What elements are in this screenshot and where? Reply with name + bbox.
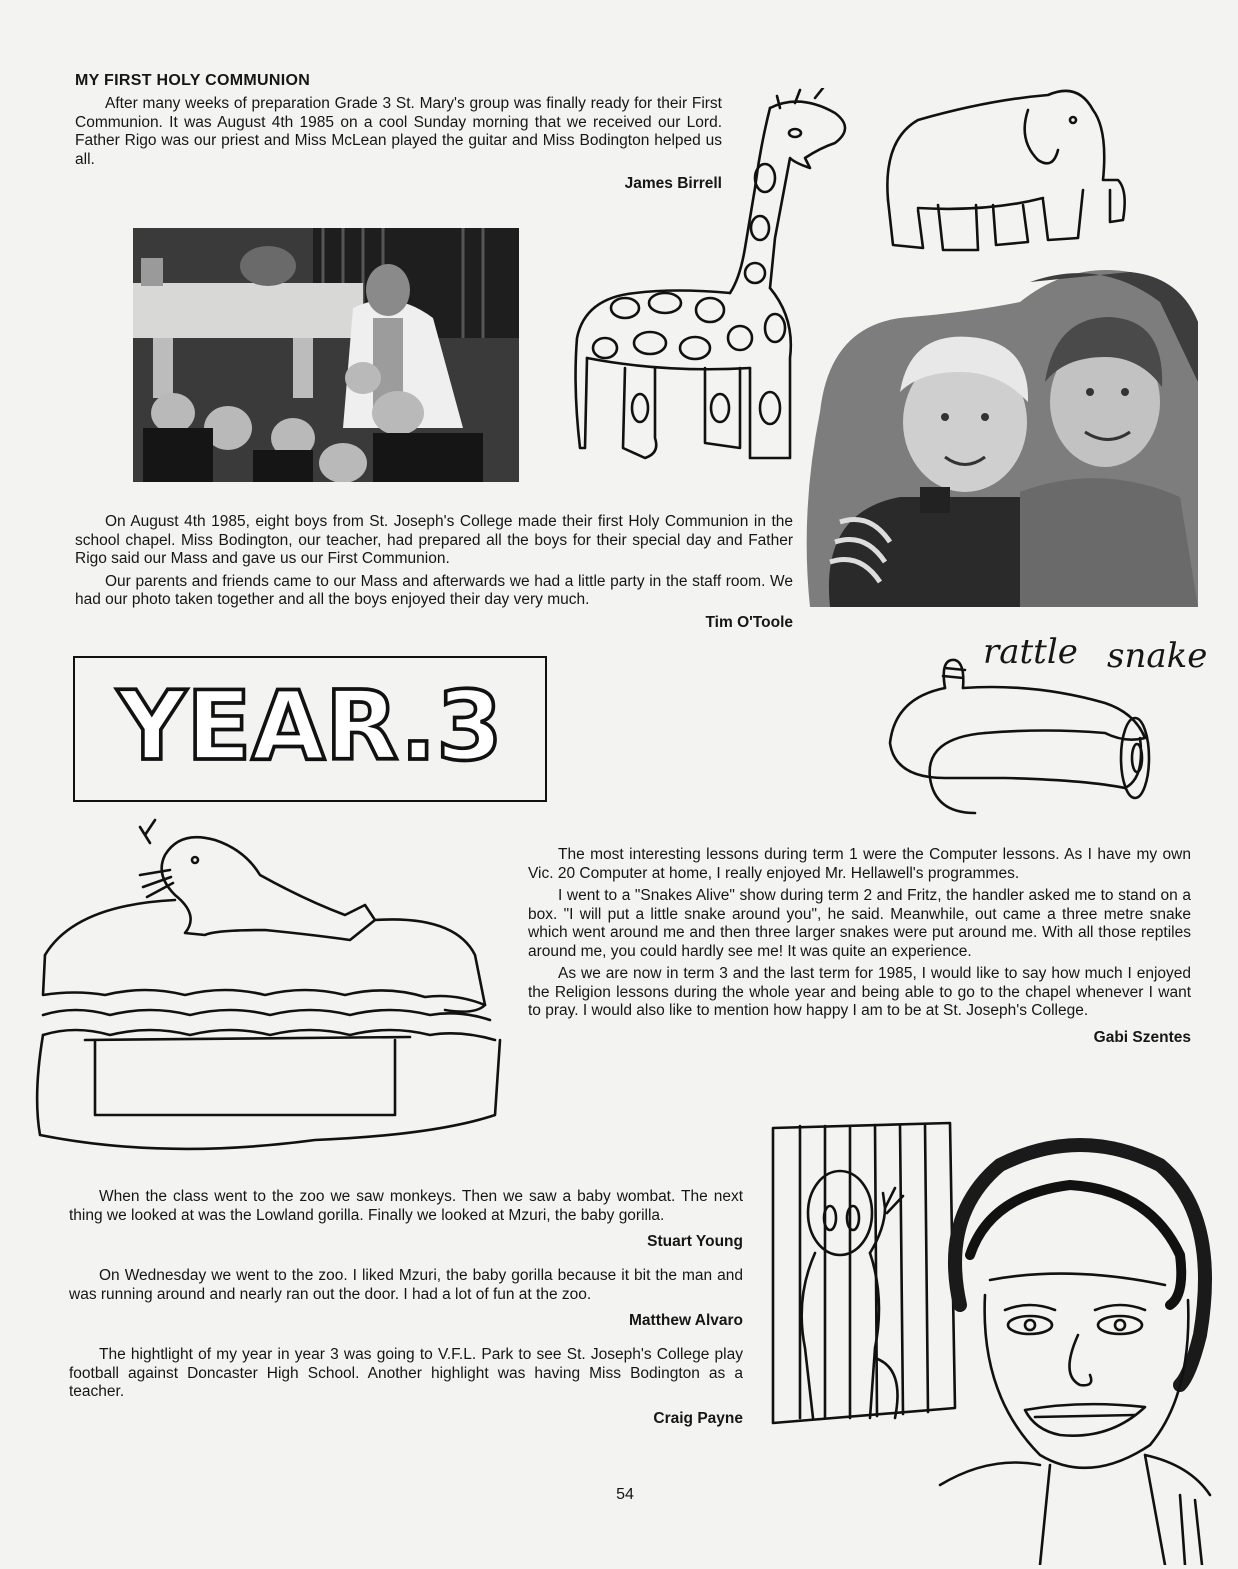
gabi-article <box>528 846 1191 1047</box>
drawing-label: rattle <box>983 632 1078 672</box>
chapel-photo-image <box>133 228 519 482</box>
year-banner <box>73 656 547 802</box>
paragraph: As we are now in term 3 and the last term for 1985, I would like to say how much I enjoyed the Religion lessons during the whole year and being able to go to the chapel whenever I want to pray. I would also like to mention how happy I am to be at St. Joseph's College. <box>528 965 1191 1019</box>
author-name: Craig Payne <box>653 1409 743 1427</box>
communion-article-continued <box>75 513 793 632</box>
drawing-label: snake <box>1107 636 1208 676</box>
rattlesnake-drawing-image <box>885 628 1195 823</box>
article-body <box>69 1267 743 1304</box>
teacher-portrait-drawing <box>930 1135 1220 1565</box>
article-body <box>69 1346 743 1402</box>
year-banner-lettering <box>80 664 540 794</box>
boys-photo-image <box>800 262 1200 612</box>
paragraph: After many weeks of preparation Grade 3 St. Mary's group was finally ready for their First Communion. It was August 4th 1985 on a cool Sunday morning that we received our Lord. Father Rigo was our priest and Miss McLean played the guitar and Miss Bodington helped us all. <box>75 95 722 168</box>
elephant-drawing <box>878 80 1163 275</box>
author-name: Tim O'Toole <box>705 613 793 631</box>
author-name: Matthew Alvaro <box>629 1312 743 1329</box>
article-body <box>69 1188 743 1225</box>
teacher-portrait-drawing-image <box>930 1135 1220 1565</box>
paragraph: On August 4th 1985, eight boys from St. Joseph's College made their first Holy Communion in the school chapel. Miss Bodington, our teacher, had prepared all the boys for their special day and Father Rigo said our Mass and gave us our First Communion. <box>75 513 793 567</box>
paragraph: I went to a "Snakes Alive" show during term 2 and Fritz, the handler asked me to stand on a box. "I will put a little snake around you", he said. Meanwhile, out came a three metre snake which went around me and then three larger snakes were put around me. With all those reptiles around me, you could hardly see me! It was quite an experience. <box>528 887 1191 960</box>
article-title: MY FIRST HOLY COMMUNION <box>75 72 311 89</box>
year-banner-text: YEAR.3 <box>117 672 503 783</box>
paragraph: On Wednesday we went to the zoo. I liked Mzuri, the baby gorilla because it bit the man and was running around and nearly ran out the door. I had a lot of fun at the zoo. <box>69 1267 743 1303</box>
rattlesnake-drawing <box>885 628 1208 823</box>
paragraph: The hightlight of my year in year 3 was going to V.F.L. Park to see St. Joseph's College play football against Doncaster High School. Another highlight was having Miss Bodington as a teacher. <box>69 1346 743 1400</box>
zoo-articles <box>69 1188 743 1428</box>
paragraph: The most interesting lessons during term 1 were the Computer lessons. As I have my own Vic. 20 Computer at home, I really enjoyed Mr. Hellawell's programmes. <box>528 846 1191 882</box>
seal-drawing <box>15 815 515 1160</box>
article-body <box>528 846 1191 1021</box>
elephant-drawing-image <box>878 80 1163 275</box>
author-name: Gabi Szentes <box>1093 1028 1191 1046</box>
seal-drawing-image <box>15 815 515 1160</box>
author-name: James Birrell <box>624 175 722 192</box>
paragraph: When the class went to the zoo we saw monkeys. Then we saw a baby wombat. The next thing we looked at was the Lowland gorilla. Finally we looked at Mzuri, the baby gorilla. <box>69 1188 743 1224</box>
article-body <box>75 513 793 610</box>
paragraph: Our parents and friends came to our Mass and afterwards we had a little party in the staff room. We had our photo taken together and all the boys enjoyed their day very much. <box>75 572 793 608</box>
boys-photo <box>800 262 1200 612</box>
page-number: 54 <box>616 1486 634 1503</box>
author-name: Stuart Young <box>647 1233 743 1250</box>
chapel-photo <box>133 228 519 482</box>
